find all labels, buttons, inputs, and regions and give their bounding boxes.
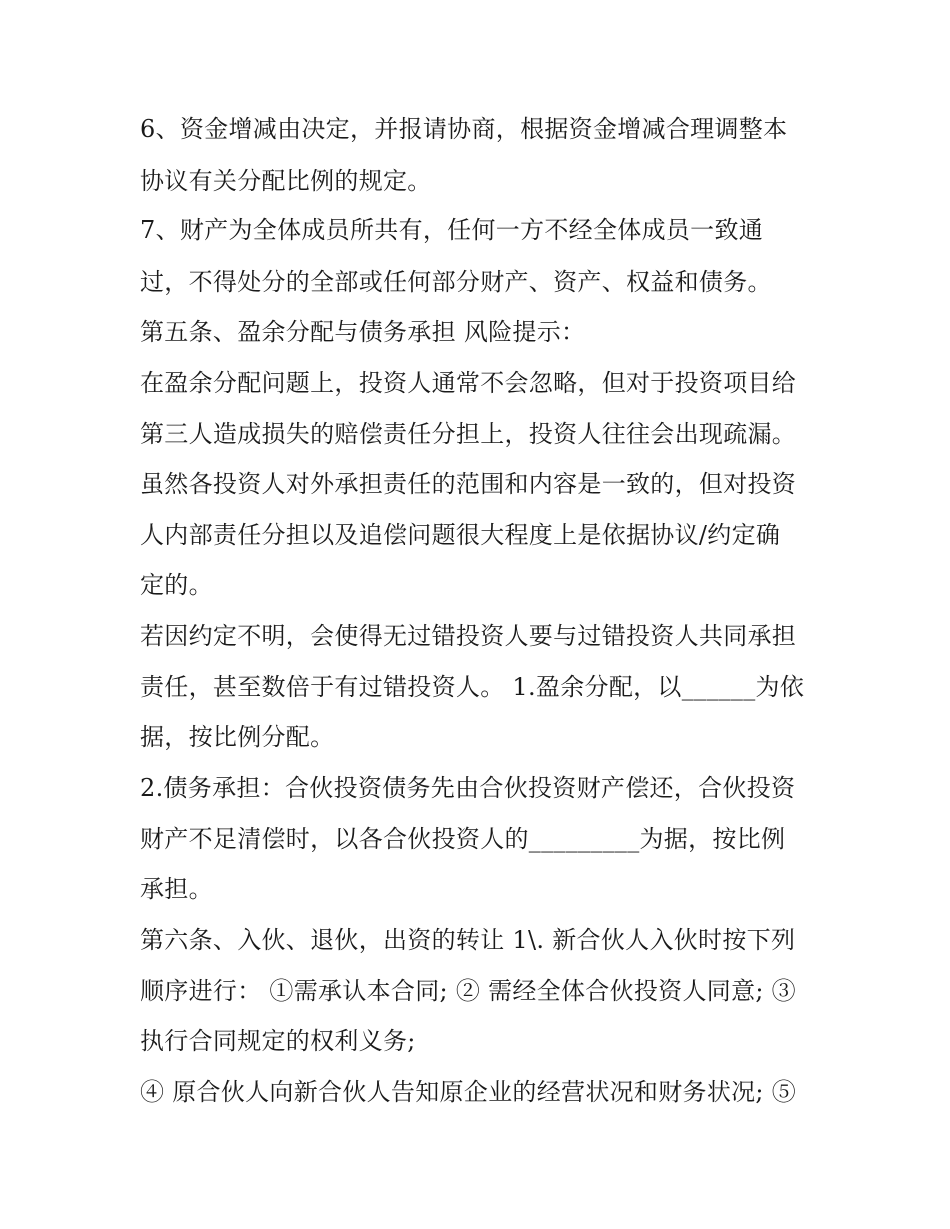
text-line: 在盈余分配问题上，投资人通常不会忽略，但对于投资项目给 [140, 369, 797, 397]
text-line: 定的。 [140, 571, 213, 599]
section-heading: 第五条、盈余分配与债务承担 风险提示： [140, 318, 586, 346]
text-line: 第三人造成损失的赔偿责任分担上，投资人往往会出现疏漏。 [140, 420, 797, 448]
text-line: 承担。 [140, 875, 213, 903]
text-line: 执行合同规定的权利义务; [140, 1027, 416, 1055]
text-line: 协议有关分配比例的规定。 [140, 167, 432, 195]
text-line: 人内部责任分担以及追偿问题很大程度上是依据协议/约定确 [140, 521, 781, 549]
text-line: 6、资金增减由决定，并报请协商，根据资金增减合理调整本 [140, 115, 788, 143]
section-heading: 第六条、入伙、退伙，出资的转让 1\. 新合伙人入伙时按下列 [140, 926, 796, 954]
text-line: ④ 原合伙人向新合伙人告知原企业的经营状况和财务状况; ⑤ [140, 1078, 797, 1106]
text-line: 虽然各投资人对外承担责任的范围和内容是一致的，但对投资 [140, 470, 797, 498]
text-line: 若因约定不明，会使得无过错投资人要与过错投资人共同承担 [140, 622, 797, 650]
text-line: 顺序进行： ①需承认本合同; ② 需经全体合伙投资人同意; ③ [140, 977, 796, 1005]
text-line: 财产不足清偿时，以各合伙投资人的_________为据，按比例 [140, 825, 786, 853]
text-line: 据，按比例分配。 [140, 723, 335, 751]
text-line: 过，不得处分的全部或任何部分财产、资产、权益和债务。 [140, 268, 772, 296]
text-line: 责任，甚至数倍于有过错投资人。 1.盈余分配，以______为依 [140, 673, 805, 701]
text-line: 2.债务承担：合伙投资债务先由合伙投资财产偿还，合伙投资 [140, 774, 796, 802]
text-line: 7、财产为全体成员所共有，任何一方不经全体成员一致通 [140, 216, 764, 244]
